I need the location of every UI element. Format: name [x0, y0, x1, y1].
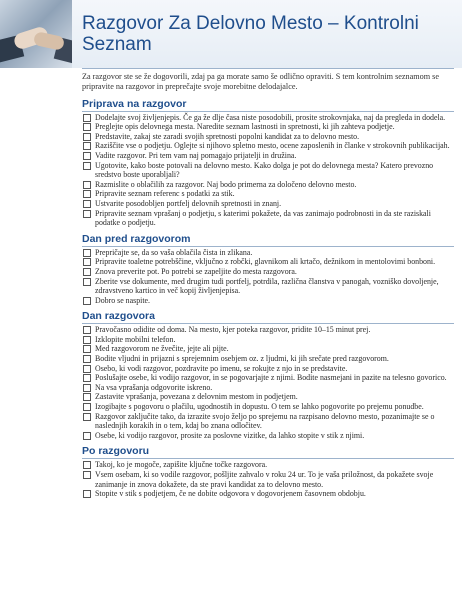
checklist-item: [82, 161, 454, 180]
checklist-item-text: Poslušajte osebe, ki vodijo razgovor, in se pogovarjajte z njimi. Bodite nasmejani in pazite na telesno govorico.: [95, 373, 447, 383]
checklist-item: [82, 296, 454, 306]
checkbox[interactable]: [83, 268, 91, 276]
checklist-item-text: Na vsa vprašanja odgovorite iskreno.: [95, 382, 213, 392]
checklist-item-text: Ugotovite, kako boste potovali na delovno mesto. Kako dolga je pot do delovnega mesta? Katero prevozno sredstvo boste uporabljali?: [95, 160, 434, 180]
checklist-item-text: Pravočasno odidite od doma. Na mesto, kjer poteka razgovor, pridite 10–15 minut prej.: [95, 325, 371, 335]
checklist-item-text: Stopite v stik s podjetjem, če ne dobite odgovora v dogovorjenem časovnem obdobju.: [95, 489, 366, 499]
checkbox[interactable]: [83, 200, 91, 208]
checklist-item-text: Vadite razgovor. Pri tem vam naj pomagajo prijatelji in družina.: [95, 150, 297, 160]
checklist-item: [82, 325, 454, 335]
checklist-item: [82, 460, 454, 470]
checkbox[interactable]: [83, 142, 91, 150]
checklist-item-text: Prepričajte se, da so vaša oblačila čista in zlikana.: [95, 247, 253, 257]
checkbox[interactable]: [83, 384, 91, 392]
checkbox[interactable]: [83, 181, 91, 189]
checklist-sections: [82, 98, 454, 499]
checklist-item-text: Izogibajte s pogovoru o plačilu, ugodnostih in dopustu. O tem se lahko pogovorite po prejemu ponudbe.: [95, 402, 424, 412]
checklist-section: [82, 310, 454, 440]
checklist-item: [82, 335, 454, 345]
checklist-item-text: Predstavite, zakaj ste zaradi svojih spretnosti popolni kandidat za to delovno mesto.: [95, 131, 360, 141]
checkbox[interactable]: [83, 133, 91, 141]
checkbox[interactable]: [83, 403, 91, 411]
checkbox[interactable]: [83, 114, 91, 122]
checklist-item-text: Vsem osebam, ki so vodile razgovor, pošljite zahvalo v roku 24 ur. To je vaša priložnost, da pokažete svoje zanimanje in znova dokažete, da ste pravi kandidat za to delovno mesto.: [95, 470, 434, 489]
checklist-item: [82, 209, 454, 228]
section-heading: Priprava na razgovor: [82, 98, 454, 112]
checklist-item-text: Osebo, ki vodi razgovor, pozdravite po imenu, se rokujte z njo in se predstavite.: [95, 363, 348, 373]
checklist-item: [82, 277, 454, 296]
checklist-item-text: Dodelajte svoj življenjepis. Če ga že dlje časa niste posodobili, prosite strokovnjaka, naj da pregleda in dodela.: [95, 112, 446, 122]
checkbox[interactable]: [83, 413, 91, 421]
checklist-item-text: Med razgovorom ne žvečite, jejte ali pijte.: [95, 344, 229, 354]
checklist-item-text: Znova preverite pot. Po potrebi se zapeljite do mesta razgovora.: [95, 266, 297, 276]
checklist-item: [82, 257, 454, 267]
checklist-item-text: Osebe, ki vodijo razgovor, prosite za poslovne vizitke, da lahko stopite v stik z njimi.: [95, 430, 365, 440]
checklist: [82, 460, 454, 498]
checklist-item: [82, 132, 454, 142]
checklist-item-text: Pripravite seznam vprašanj o podjetju, s katerimi pokažete, da vas zanimajo podrobnosti in da ste raziskali podatke o podjetju.: [95, 208, 431, 228]
checklist-item-text: Izklopite mobilni telefon.: [95, 334, 176, 344]
checklist-item: [82, 180, 454, 190]
checklist-item: [82, 354, 454, 364]
checkbox[interactable]: [83, 355, 91, 363]
checkbox[interactable]: [83, 393, 91, 401]
checkbox[interactable]: [83, 152, 91, 160]
checklist: [82, 113, 454, 228]
checklist-item: [82, 344, 454, 354]
checklist-item: [82, 267, 454, 277]
checkbox[interactable]: [83, 365, 91, 373]
section-heading: Dan pred razgovorom: [82, 233, 454, 247]
section-heading: Po razgovoru: [82, 445, 454, 459]
checkbox[interactable]: [83, 374, 91, 382]
checkbox[interactable]: [83, 162, 91, 170]
document-body: [82, 72, 454, 499]
checklist-item-text: Takoj, ko je mogoče, zapišite ključne točke razgovora.: [95, 460, 268, 470]
title-divider: [82, 68, 454, 69]
handshake-photo: [0, 0, 72, 68]
checklist: [82, 325, 454, 440]
checklist-item: [82, 489, 454, 499]
checklist-item: [82, 113, 454, 123]
checklist-item: [82, 402, 454, 412]
checkbox[interactable]: [83, 345, 91, 353]
checklist-item-text: Raziščite vse o podjetju. Oglejte si njihovo spletno mesto, ocene zaposlenih in članke v strokovnih publikacijah.: [95, 141, 450, 151]
checkbox[interactable]: [83, 461, 91, 469]
section-heading: Dan razgovora: [82, 310, 454, 324]
checklist-item: [82, 248, 454, 258]
checklist-item-text: Zberite vse dokumente, med drugim tudi portfelj, potrdila, različna članstva v panogah, vozniško dovoljenje, zdravstveno kartico in več kopij življenjepisa.: [95, 276, 439, 296]
checklist-item: [82, 431, 454, 441]
checklist-item: [82, 199, 454, 209]
checklist-item: [82, 383, 454, 393]
checklist-item: [82, 151, 454, 161]
checkbox[interactable]: [83, 326, 91, 334]
checklist-item-text: Zastavite vprašanja, povezana z delovnim mestom in podjetjem.: [95, 392, 298, 402]
checklist-item-text: Pripravite toaletne potrebščine, vključno z robčki, glavnikom ali krtačo, dežnikom in mentolovimi bonboni.: [95, 257, 436, 267]
checklist-item-text: Razmislite o oblačilih za razgovor. Naj bodo primerna za določeno delovno mesto.: [95, 179, 357, 189]
checklist-item-text: Bodite vljudni in prijazni s sprejemnim osebjem oz. z ljudmi, ki jih srečate pred razgovorom.: [95, 354, 389, 364]
checklist-item: [82, 141, 454, 151]
checkbox[interactable]: [83, 190, 91, 198]
checkbox[interactable]: [83, 297, 91, 305]
checklist-item-text: Dobro se naspite.: [95, 295, 151, 305]
checkbox[interactable]: [83, 432, 91, 440]
checklist-item: [82, 189, 454, 199]
checkbox[interactable]: [83, 490, 91, 498]
checklist-item-text: Razgovor zaključite tako, da izrazite svojo željo po sprejemu na razpisano delovno mesto, pozanimajte se o naslednjih korakih in o tem, kdaj bo znana odločitev.: [95, 411, 435, 431]
checklist-item: [82, 392, 454, 402]
checklist-item-text: Preglejte opis delovnega mesta. Naredite seznam lastnosti in spretnosti, ki jih zahteva podjetje.: [95, 122, 395, 132]
checkbox[interactable]: [83, 258, 91, 266]
checklist-item-text: Pripravite seznam referenc s podatki za stik.: [95, 189, 235, 199]
checklist-item: [82, 373, 454, 383]
checkbox[interactable]: [83, 249, 91, 257]
page-title: Razgovor Za Delovno Mesto – Kontrolni Seznam: [82, 13, 419, 55]
checklist: [82, 248, 454, 306]
checkbox[interactable]: [83, 123, 91, 131]
checkbox[interactable]: [83, 210, 91, 218]
checklist-section: [82, 233, 454, 306]
checkbox[interactable]: [83, 336, 91, 344]
checkbox[interactable]: [83, 278, 91, 286]
checklist-item: [82, 122, 454, 132]
intro-paragraph: Za razgovor ste se že dogovorili, zdaj pa ga morate samo še odlično opraviti. S tem kontrolnim seznamom se pripravite na razgovor in preprečajte svoje morebitne delodajalce.: [82, 72, 439, 92]
checklist-item-text: Ustvarite posodobljen portfelj delovnih spretnosti in znanj.: [95, 198, 282, 208]
checklist-item: [82, 470, 454, 489]
checklist-section: [82, 445, 454, 498]
header-banner: [0, 0, 462, 68]
checklist-section: [82, 98, 454, 228]
checklist-item: [82, 412, 454, 431]
checkbox[interactable]: [83, 471, 91, 479]
checklist-item: [82, 364, 454, 374]
